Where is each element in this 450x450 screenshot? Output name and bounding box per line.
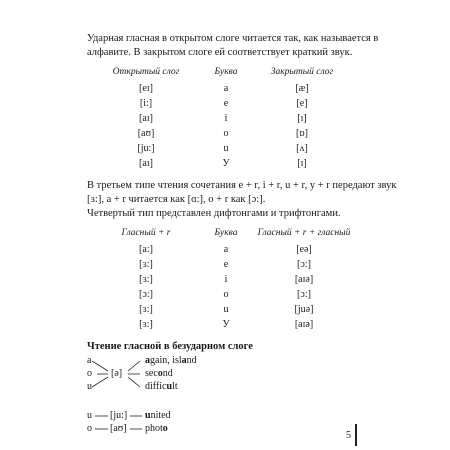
- para2-line-1: В третьем типе чтения сочетания e + r, i + r, u + r, y + r передают звук: [87, 180, 397, 191]
- table1-cell: [æ]: [295, 83, 309, 94]
- table1-cell: [aɪ]: [139, 158, 153, 169]
- table2-cell: [ɜ:]: [139, 319, 153, 330]
- g2-letter: u: [87, 410, 92, 421]
- para2-line-2: [ɜ:], a + r читается как [ɑ:], o + r как [ɔ:].: [87, 194, 266, 205]
- stressed-letter: u: [145, 410, 151, 421]
- table2-cell: [ɔ:]: [297, 289, 311, 300]
- stressed-letter: u: [166, 381, 173, 392]
- g2-word: [145, 423, 168, 434]
- g2-word: [145, 410, 171, 421]
- intro-line-2: алфавите. В закрытом слоге ей соответствует краткий звук.: [87, 47, 353, 58]
- word-part: diffic: [145, 381, 167, 392]
- table2-cell: [aɪə]: [294, 319, 314, 330]
- g2-sound: [aʊ]: [110, 423, 127, 434]
- table1-cell: a: [223, 83, 229, 94]
- table1-header-letter: Буква: [214, 67, 238, 77]
- word-part: phot: [145, 423, 163, 434]
- table2-cell: [a:]: [139, 244, 153, 255]
- g2-letter: o: [87, 423, 92, 434]
- g1-word: [145, 368, 173, 379]
- word-part: sec: [145, 368, 158, 379]
- g1-letter: a: [87, 355, 92, 366]
- table1-cell: [i:]: [139, 98, 153, 109]
- word-part: nd: [162, 368, 173, 379]
- word-part: gain, isl: [150, 355, 182, 366]
- table2-cell: У: [222, 319, 230, 330]
- table2-cell: e: [223, 259, 229, 270]
- g1-letter: o: [87, 368, 92, 379]
- table2-cell: [ɜ:]: [139, 304, 153, 315]
- stressed-letter: o: [157, 368, 163, 379]
- g1-word: [145, 381, 178, 392]
- table2-cell: a: [223, 244, 229, 255]
- table2-cell: [aɪə]: [294, 274, 314, 285]
- table2-header-vowel-r: Гласный + r: [121, 228, 171, 238]
- stressed-letter: o: [162, 423, 168, 434]
- table2-cell: o: [223, 289, 229, 300]
- table2-cell: [eə]: [296, 244, 312, 255]
- table1-cell: i: [224, 113, 228, 124]
- table1-cell: [aɪ]: [139, 113, 153, 124]
- g2-sound: [ju:]: [110, 410, 128, 421]
- table1-cell: e: [223, 98, 229, 109]
- table1-cell: [e]: [296, 98, 308, 109]
- table2-cell: i: [224, 274, 228, 285]
- stressed-letter: a: [145, 355, 150, 366]
- g1-sound: [ə]: [111, 368, 123, 379]
- table1-cell: У: [222, 158, 230, 169]
- table1-header-closed: Закрытый слог: [270, 67, 334, 77]
- page-number: 5: [346, 430, 351, 441]
- g1-letter: u: [87, 381, 92, 392]
- stressed-letter: a: [181, 355, 187, 366]
- table2-cell: [ɔ:]: [139, 289, 153, 300]
- table1-cell: [ju:]: [137, 143, 155, 154]
- table2-cell: [ɔ:]: [297, 259, 311, 270]
- word-part: lt: [172, 381, 178, 392]
- table1-cell: [ɪ]: [297, 158, 307, 169]
- g1-word: [145, 355, 197, 366]
- table2-cell: [juə]: [294, 304, 314, 315]
- table2-cell: [ɜ:]: [139, 274, 153, 285]
- table1-cell: u: [223, 143, 229, 154]
- table1-cell: [ɒ]: [296, 128, 308, 139]
- table2-cell: [ɜ:]: [139, 259, 153, 270]
- intro-line-1: Ударная гласная в открытом слоге читается так, как называется в: [87, 33, 379, 44]
- table2-cell: u: [223, 304, 229, 315]
- word-part: nited: [150, 410, 171, 421]
- table1-cell: [aʊ]: [137, 128, 155, 139]
- table1-header-open: Открытый слог: [112, 67, 180, 77]
- table2-header-vowel-r-vowel: Гласный + r + гласный: [257, 228, 351, 238]
- table1-cell: [eɪ]: [139, 83, 153, 94]
- table1-cell: [ɪ]: [297, 113, 307, 124]
- table2-header-letter: Буква: [214, 228, 238, 238]
- table1-cell: [ʌ]: [296, 143, 308, 154]
- para2-line-3: Четвертый тип представлен дифтонгами и трифтонгами.: [87, 208, 341, 219]
- unstressed-heading: Чтение гласной в безударном слоге: [87, 341, 253, 352]
- page-number-bar: [355, 424, 357, 446]
- table1-cell: o: [223, 128, 229, 139]
- word-part: nd: [186, 355, 197, 366]
